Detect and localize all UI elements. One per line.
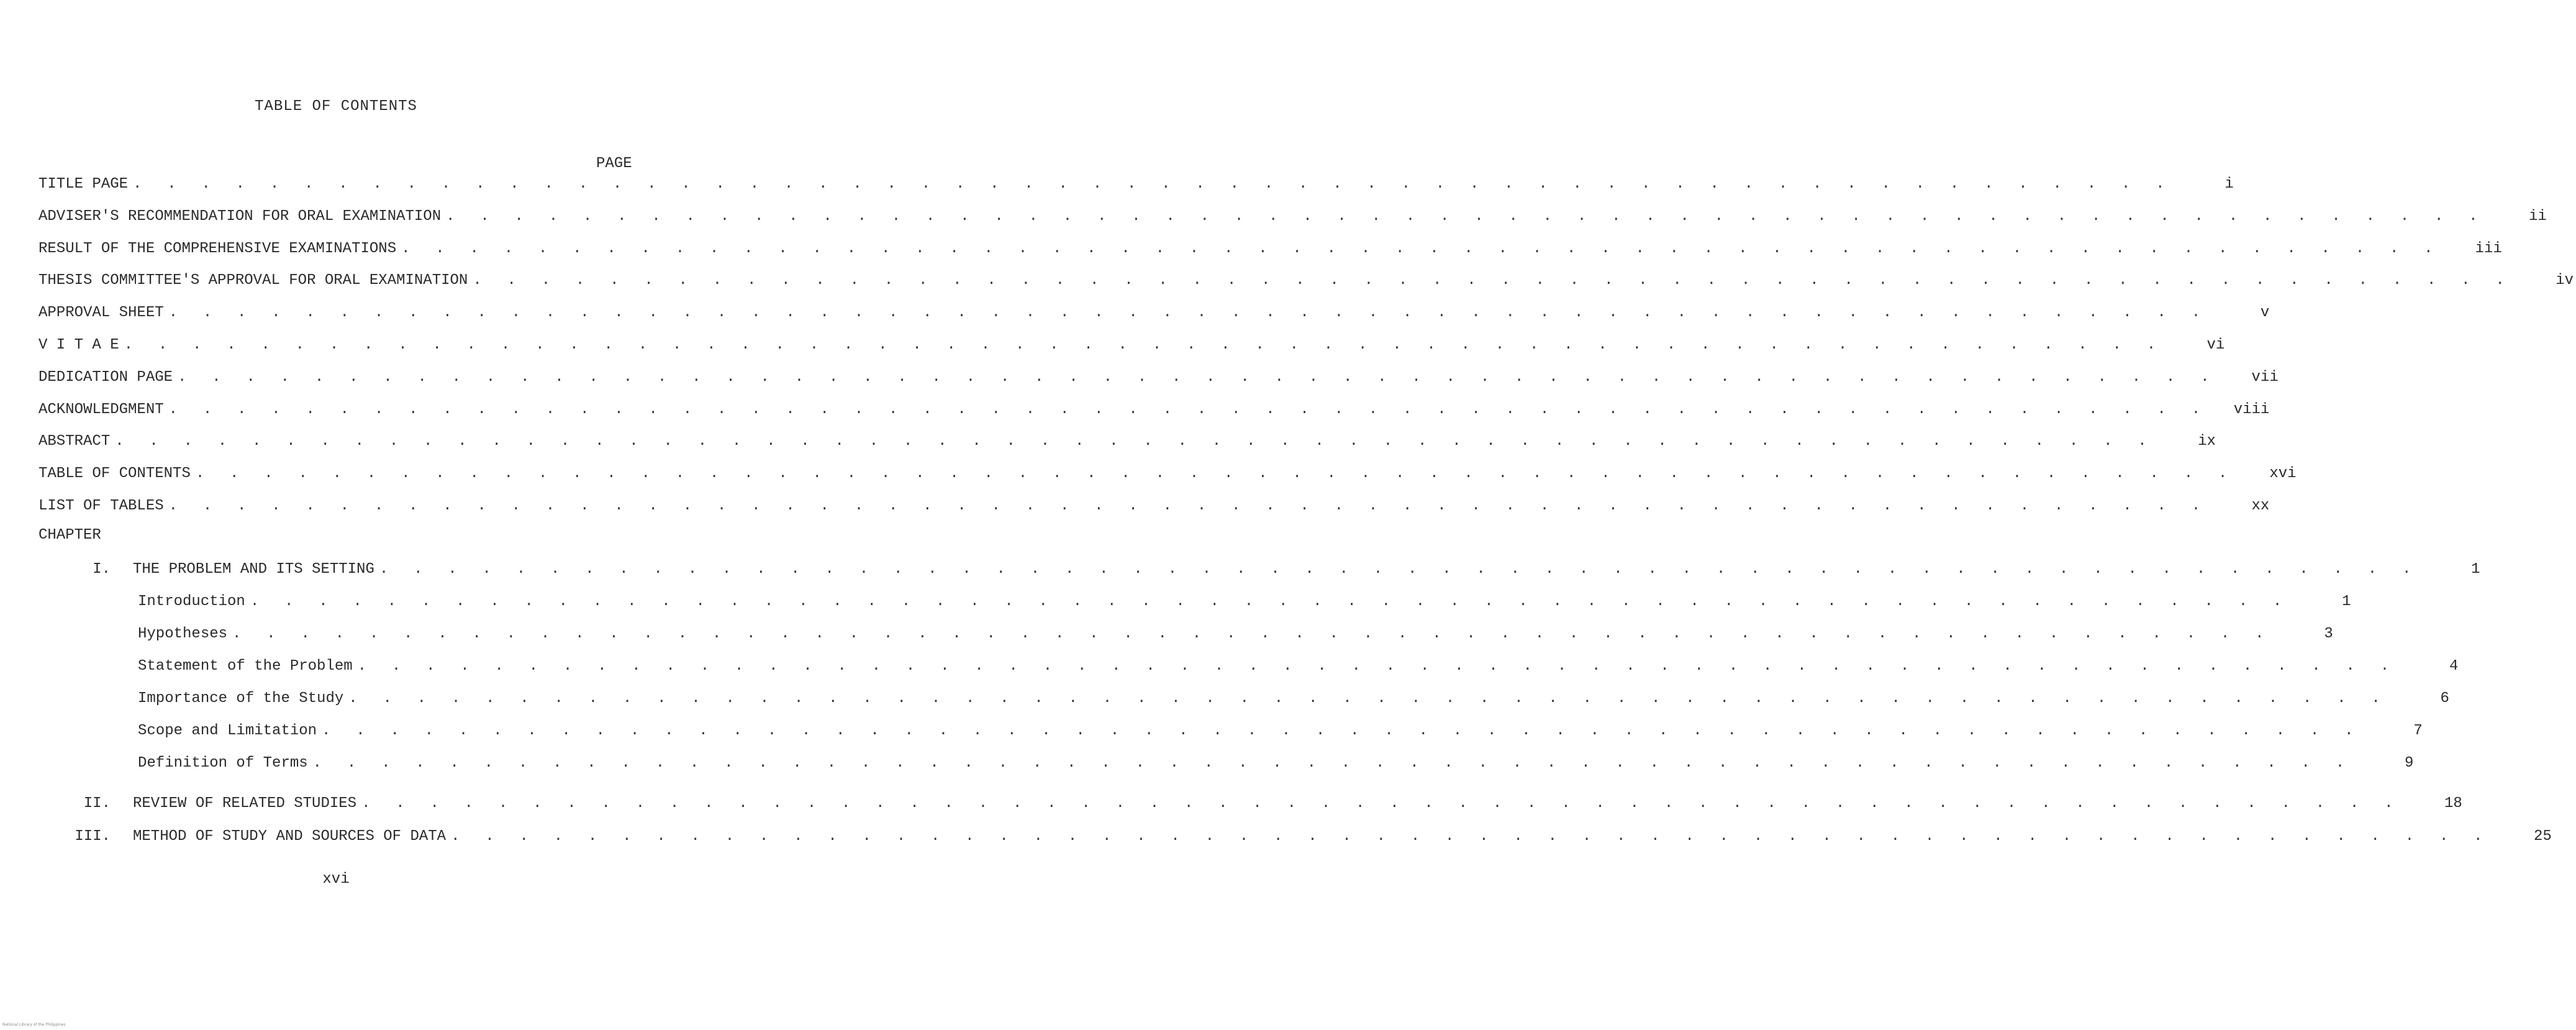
toc-entry — [39, 498, 2270, 519]
entry-page-number: viii — [2233, 401, 2270, 418]
entry-page-number: xx — [2251, 498, 2270, 514]
entry-label — [39, 498, 164, 514]
entry-title: ACKNOWLEDGMENT — [39, 401, 164, 418]
toc-entry — [39, 176, 2234, 197]
section-entry — [39, 593, 2351, 614]
entry-page-number: 3 — [2324, 626, 2333, 642]
entry-page-number: 4 — [2449, 658, 2459, 675]
entry-title: ADVISER'S RECOMMENDATION FOR ORAL EXAMINATION — [39, 207, 442, 225]
entry-label — [39, 561, 374, 578]
entry-label — [39, 828, 446, 845]
entry-label — [39, 755, 308, 772]
section-title: Statement of the Problem — [138, 658, 353, 675]
entry-label — [39, 658, 353, 675]
dot-leader: . . . . . . . . . . . . . . . . . . . . . . . . . . . . . . . . . . . . . . . . . . . . . . . . . . . . . . . . . . . . — [401, 240, 2441, 257]
toc-entry — [39, 368, 2279, 390]
entry-label — [39, 690, 343, 707]
dot-leader: . . . . . . . . . . . . . . . . . . . . . . . . . . . . . . . . . . . . . . . . . . . . . . . . . . . . . . . . . . . . — [250, 593, 2290, 610]
entry-title: LIST OF TABLES — [39, 498, 164, 514]
entry-title: TABLE OF CONTENTS — [39, 465, 191, 483]
dot-leader: . . . . . . . . . . . . . . . . . . . . . . . . . . . . . . . . . . . . . . . . . . . . . . . . . . . . . . . . . . . . — [446, 207, 2486, 225]
toc-entry — [39, 272, 2574, 293]
entry-page-number: 1 — [2471, 561, 2480, 578]
entry-page-number: 7 — [2413, 722, 2423, 739]
entry-title: RESULT OF THE COMPREHENSIVE EXAMINATIONS — [39, 240, 397, 257]
entry-label — [39, 433, 110, 450]
entry-page-number: 25 — [2533, 828, 2552, 845]
entry-page-number: iv — [2556, 272, 2574, 289]
dot-leader: . . . . . . . . . . . . . . . . . . . . . . . . . . . . . . . . . . . . . . . . . . . . . . . . . . . . . . . . . . . . — [124, 337, 2164, 353]
chapter-title: REVIEW OF RELATED STUDIES — [133, 795, 357, 812]
chapter-entry — [39, 561, 2480, 582]
chapter-number: II. — [83, 795, 111, 812]
page-column-header: PAGE — [596, 155, 632, 172]
section-title: Introduction — [138, 593, 245, 610]
entry-label — [39, 401, 164, 418]
entry-title: THESIS COMMITTEE'S APPROVAL FOR ORAL EXAMINATION — [39, 272, 468, 289]
entry-label — [39, 337, 119, 353]
toc-entry — [39, 401, 2270, 422]
footer-page-number: xvi — [322, 871, 350, 888]
toc-entry — [39, 304, 2270, 326]
entry-label — [39, 722, 317, 739]
entry-label — [39, 795, 356, 812]
entry-page-number: ii — [2528, 207, 2547, 225]
page-title: TABLE OF CONTENTS — [255, 98, 417, 115]
toc-entry — [39, 337, 2225, 358]
scan-note: National Library of the Philippines — [2, 1023, 66, 1027]
entry-label — [39, 240, 396, 257]
toc-entry — [39, 240, 2502, 262]
entry-page-number: 9 — [2404, 755, 2414, 772]
entry-label — [39, 208, 441, 225]
entry-label — [39, 304, 164, 321]
dot-leader: . . . . . . . . . . . . . . . . . . . . . . . . . . . . . . . . . . . . . . . . . . . . . . . . . . . . . . . . . . . . — [168, 304, 2209, 322]
entry-page-number: iii — [2475, 240, 2502, 257]
chapter-entry — [39, 828, 2552, 849]
section-entry — [39, 755, 2414, 776]
entry-label — [39, 593, 245, 610]
dot-leader: . . . . . . . . . . . . . . . . . . . . . . . . . . . . . . . . . . . . . . . . . . . . . . . . . . . . . . . . . . . . — [379, 561, 2420, 578]
dot-leader: . . . . . . . . . . . . . . . . . . . . . . . . . . . . . . . . . . . . . . . . . . . . . . . . . . . . . . . . . . . . — [361, 795, 2401, 812]
section-title: Hypotheses — [138, 626, 228, 642]
section-entry — [39, 690, 2449, 711]
section-entry — [39, 626, 2333, 647]
dot-leader: . . . . . . . . . . . . . . . . . . . . . . . . . . . . . . . . . . . . . . . . . . . . . . . . . . . . . . . . . . . . — [195, 465, 2236, 483]
entry-title: TITLE PAGE — [39, 176, 129, 193]
entry-page-number: 18 — [2444, 795, 2462, 812]
entry-page-number: 6 — [2440, 690, 2449, 707]
entry-label — [39, 465, 191, 482]
entry-label — [39, 272, 468, 289]
entry-page-number: vii — [2251, 368, 2279, 386]
section-entry — [39, 658, 2459, 679]
entry-page-number: xvi — [2269, 465, 2297, 483]
entry-page-number: i — [2225, 176, 2234, 193]
entry-page-number: vi — [2206, 337, 2225, 353]
entry-title: APPROVAL SHEET — [39, 304, 164, 322]
dot-leader: . . . . . . . . . . . . . . . . . . . . . . . . . . . . . . . . . . . . . . . . . . . . . . . . . . . . . . . . . . . . — [312, 755, 2353, 772]
entry-label — [39, 626, 227, 642]
chapter-number: I. — [93, 561, 111, 578]
toc-entry — [39, 433, 2216, 454]
entry-title: DEDICATION PAGE — [39, 368, 173, 386]
dot-leader: . . . . . . . . . . . . . . . . . . . . . . . . . . . . . . . . . . . . . . . . . . . . . . . . . . . . . . . . . . . . — [168, 498, 2209, 514]
toc-entry — [39, 207, 2547, 229]
entry-title: ABSTRACT — [39, 433, 111, 450]
toc-entry — [39, 465, 2297, 486]
entry-label — [39, 369, 173, 386]
entry-page-number: v — [2260, 304, 2270, 322]
dot-leader: . . . . . . . . . . . . . . . . . . . . . . . . . . . . . . . . . . . . . . . . . . . . . . . . . . . . . . . . . . . . — [357, 658, 2398, 675]
dot-leader: . . . . . . . . . . . . . . . . . . . . . . . . . . . . . . . . . . . . . . . . . . . . . . . . . . . . . . . . . . . . — [168, 401, 2209, 418]
chapter-number: III. — [75, 828, 111, 845]
chapter-title: METHOD OF STUDY AND SOURCES OF DATA — [133, 828, 447, 845]
chapter-heading: CHAPTER — [39, 527, 101, 544]
dot-leader: . . . . . . . . . . . . . . . . . . . . . . . . . . . . . . . . . . . . . . . . . . . . . . . . . . . . . . . . . . . . — [115, 433, 2155, 450]
dot-leader: . . . . . . . . . . . . . . . . . . . . . . . . . . . . . . . . . . . . . . . . . . . . . . . . . . . . . . . . . . . . — [232, 626, 2272, 642]
dot-leader: . . . . . . . . . . . . . . . . . . . . . . . . . . . . . . . . . . . . . . . . . . . . . . . . . . . . . . . . . . . . — [473, 272, 2513, 289]
dot-leader: . . . . . . . . . . . . . . . . . . . . . . . . . . . . . . . . . . . . . . . . . . . . . . . . . . . . . . . . . . . . — [451, 828, 2491, 845]
dot-leader: . . . . . . . . . . . . . . . . . . . . . . . . . . . . . . . . . . . . . . . . . . . . . . . . . . . . . . . . . . . . — [133, 176, 2173, 193]
section-title: Importance of the Study — [138, 690, 344, 707]
dot-leader: . . . . . . . . . . . . . . . . . . . . . . . . . . . . . . . . . . . . . . . . . . . . . . . . . . . . . . . . . . . . — [348, 690, 2388, 707]
entry-label — [39, 176, 128, 193]
chapter-title: THE PROBLEM AND ITS SETTING — [133, 561, 374, 578]
section-entry — [39, 722, 2423, 744]
entry-page-number: ix — [2198, 433, 2216, 450]
entry-page-number: 1 — [2342, 593, 2351, 610]
section-title: Definition of Terms — [138, 755, 308, 772]
entry-title: V I T A E — [39, 337, 119, 353]
chapter-entry — [39, 795, 2462, 816]
dot-leader: . . . . . . . . . . . . . . . . . . . . . . . . . . . . . . . . . . . . . . . . . . . . . . . . . . . . . . . . . . . . — [178, 368, 2218, 386]
section-title: Scope and Limitation — [138, 722, 317, 739]
dot-leader: . . . . . . . . . . . . . . . . . . . . . . . . . . . . . . . . . . . . . . . . . . . . . . . . . . . . . . . . . . . . — [322, 722, 2362, 739]
